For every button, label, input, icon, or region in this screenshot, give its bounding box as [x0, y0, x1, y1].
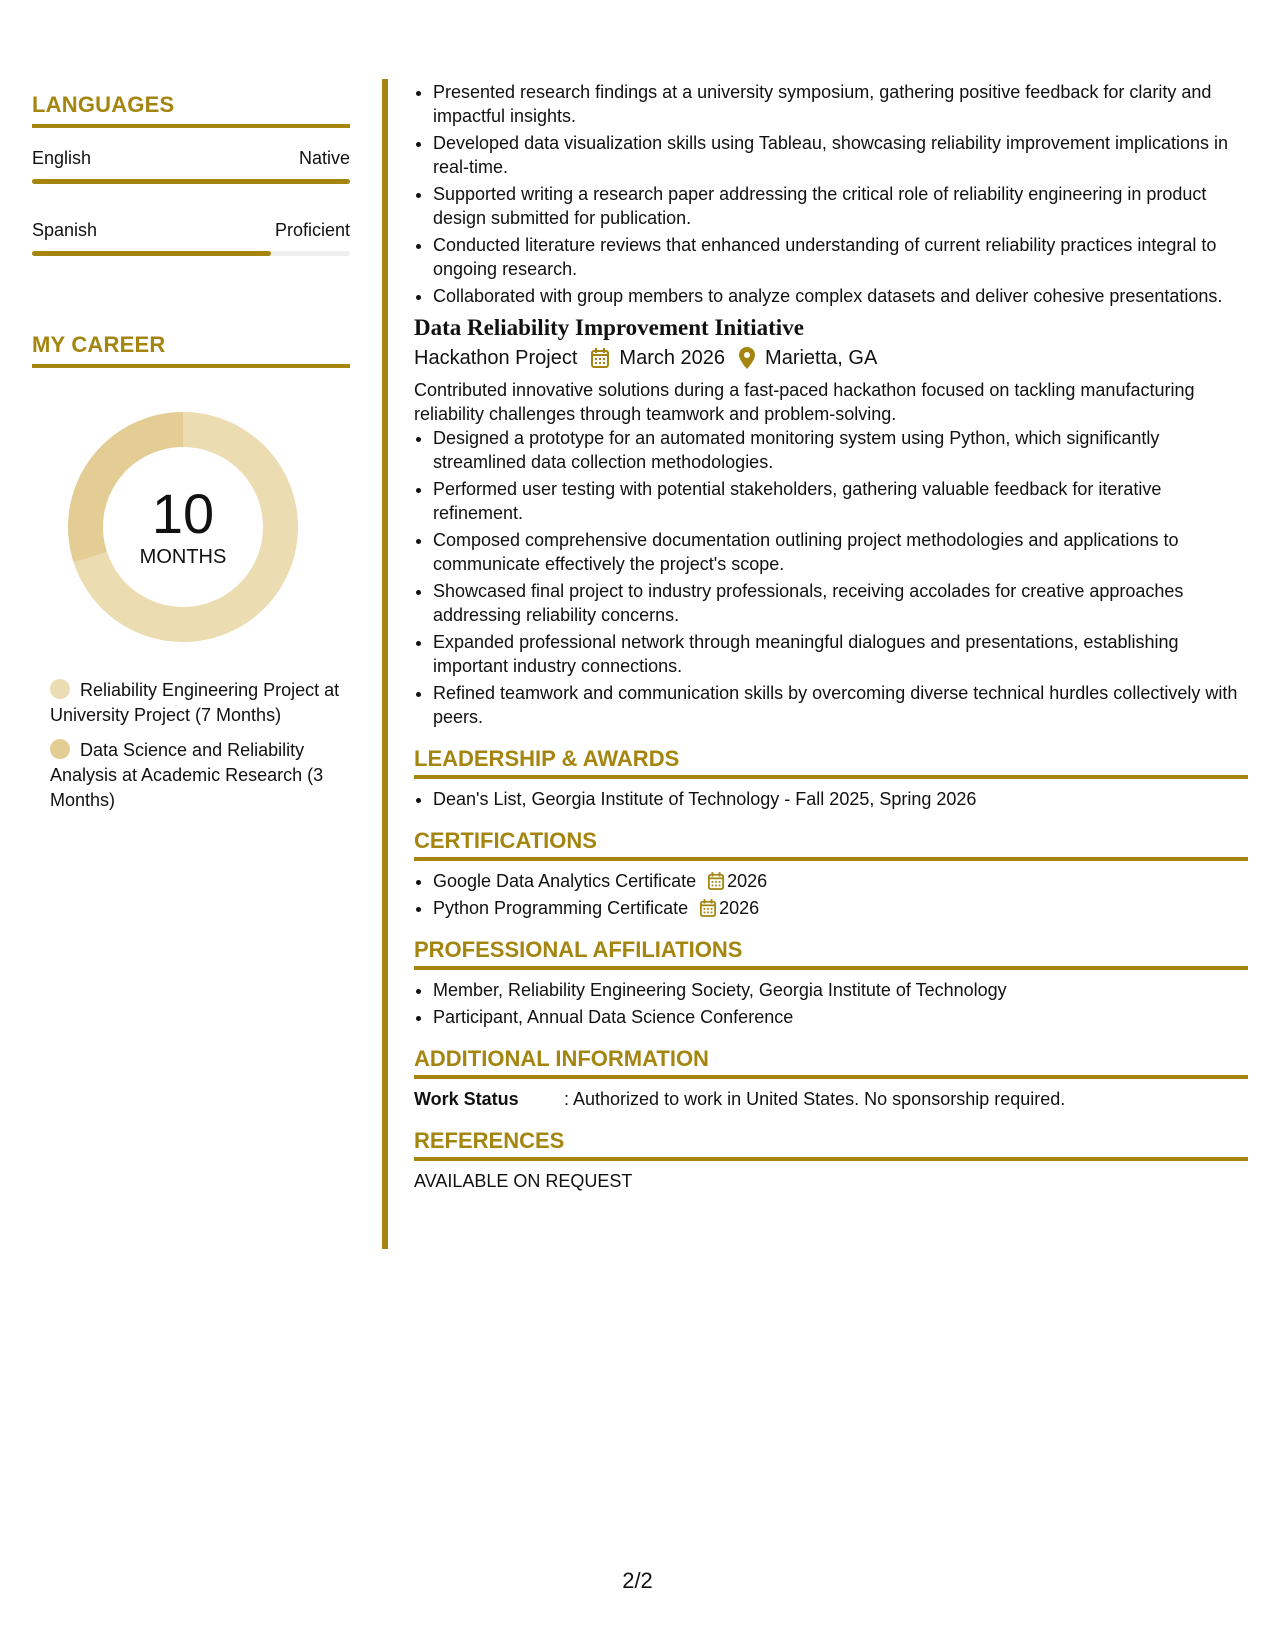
- work-status-value: : Authorized to work in United States. No sponsorship required.: [564, 1089, 1066, 1109]
- languages-section: [32, 92, 350, 256]
- career-legend: [50, 678, 340, 813]
- certification-year: 2026: [719, 898, 760, 918]
- career-legend-label: Data Science and Reliability Analysis at Academic Research (3 Months): [50, 740, 324, 810]
- career-donut: [68, 412, 298, 642]
- page-number: 2/2: [622, 1568, 653, 1593]
- language-bar-track: [32, 179, 350, 184]
- donut-center: [68, 412, 298, 642]
- experience-bullets: [414, 80, 1248, 308]
- calendar-icon: [700, 899, 716, 917]
- calendar-icon: [591, 348, 609, 368]
- bullet-item: • Developed data visualization skills using Tableau, showcasing reliability improvement implications in real-time.: [433, 131, 1248, 179]
- leadership-list: [414, 787, 1248, 811]
- project-date: March 2026: [619, 347, 726, 369]
- project-bullets: [414, 426, 1248, 729]
- certification-name: • Python Programming Certificate: [433, 898, 689, 918]
- additional-info-title: ADDITIONAL INFORMATION: [414, 1047, 1248, 1079]
- language-bar-fill: [32, 179, 350, 184]
- language-row: [32, 220, 350, 241]
- certification-item: [433, 896, 1248, 920]
- project-location: Marietta, GA: [765, 347, 878, 369]
- certification-year: 2026: [727, 871, 768, 891]
- work-status-row: [414, 1087, 1248, 1111]
- legend-dot-icon: [50, 679, 70, 699]
- bullet-item: • Performed user testing with potential stakeholders, gathering valuable feedback for iterative refinement.: [433, 477, 1248, 525]
- map-pin-icon: [739, 347, 755, 369]
- career-legend-item: [50, 678, 340, 728]
- language-name: Spanish: [32, 220, 98, 240]
- project-title: Data Reliability Improvement Initiative: [414, 315, 804, 340]
- bullet-item: • Presented research findings at a university symposium, gathering positive feedback for clarity and impactful insights.: [433, 80, 1248, 128]
- bullet-item: • Designed a prototype for an automated monitoring system using Python, which significantly streamlined data collection methodologies.: [433, 426, 1248, 474]
- project-description: Contributed innovative solutions during a fast-paced hackathon focused on tackling manufacturing reliability challenges through teamwork and problem-solving.: [414, 380, 1195, 424]
- bullet-item: • Participant, Annual Data Science Conference: [433, 1005, 1248, 1029]
- affiliations-list: [414, 978, 1248, 1029]
- bullet-item: • Refined teamwork and communication skills by overcoming diverse technical hurdles collectively with peers.: [433, 681, 1248, 729]
- language-bar-fill: [32, 251, 271, 256]
- career-total: 10: [151, 482, 215, 545]
- career-unit: MONTHS: [139, 546, 227, 568]
- language-bar-track: [32, 251, 350, 256]
- project-type: Hackathon Project: [414, 347, 578, 369]
- bullet-item: • Showcased final project to industry professionals, receiving accolades for creative approaches addressing reliability concerns.: [433, 579, 1248, 627]
- calendar-icon: [708, 872, 724, 890]
- language-level: Native: [298, 148, 350, 168]
- column-divider: [382, 79, 388, 1249]
- bullet-item: • Composed comprehensive documentation outlining project methodologies and applications to communicate effectively the project's scope.: [433, 528, 1248, 576]
- bullet-item: • Supported writing a research paper addressing the critical role of reliability engineering in product design submitted for publication.: [433, 182, 1248, 230]
- career-title: MY CAREER: [32, 332, 350, 368]
- bullet-item: • Member, Reliability Engineering Society, Georgia Institute of Technology: [433, 978, 1248, 1002]
- bullet-item: • Collaborated with group members to analyze complex datasets and deliver cohesive presentations.: [433, 284, 1248, 308]
- certifications-list: [414, 869, 1248, 920]
- career-legend-label: Reliability Engineering Project at University Project (7 Months): [50, 680, 340, 725]
- career-section: [32, 332, 350, 813]
- language-row: [32, 148, 350, 169]
- main-content: [414, 80, 1248, 1193]
- certification-name: • Google Data Analytics Certificate: [433, 871, 697, 891]
- project-meta: [414, 346, 1248, 370]
- bullet-item: • Conducted literature reviews that enhanced understanding of current reliability practices integral to ongoing research.: [433, 233, 1248, 281]
- work-status-label: Work Status: [414, 1089, 519, 1109]
- bullet-item: • Dean's List, Georgia Institute of Technology - Fall 2025, Spring 2026: [433, 787, 1248, 811]
- leadership-title: LEADERSHIP & AWARDS: [414, 747, 1248, 779]
- certifications-title: CERTIFICATIONS: [414, 829, 1248, 861]
- career-legend-item: [50, 738, 340, 813]
- sidebar: [32, 0, 350, 823]
- affiliations-title: PROFESSIONAL AFFILIATIONS: [414, 938, 1248, 970]
- language-name: English: [32, 148, 92, 168]
- references-title: REFERENCES: [414, 1129, 1248, 1161]
- certification-item: [433, 869, 1248, 893]
- languages-title: LANGUAGES: [32, 92, 350, 128]
- references-text: AVAILABLE ON REQUEST: [414, 1171, 633, 1191]
- legend-dot-icon: [50, 739, 70, 759]
- language-level: Proficient: [274, 220, 350, 240]
- bullet-item: • Expanded professional network through meaningful dialogues and presentations, establishing important industry connections.: [433, 630, 1248, 678]
